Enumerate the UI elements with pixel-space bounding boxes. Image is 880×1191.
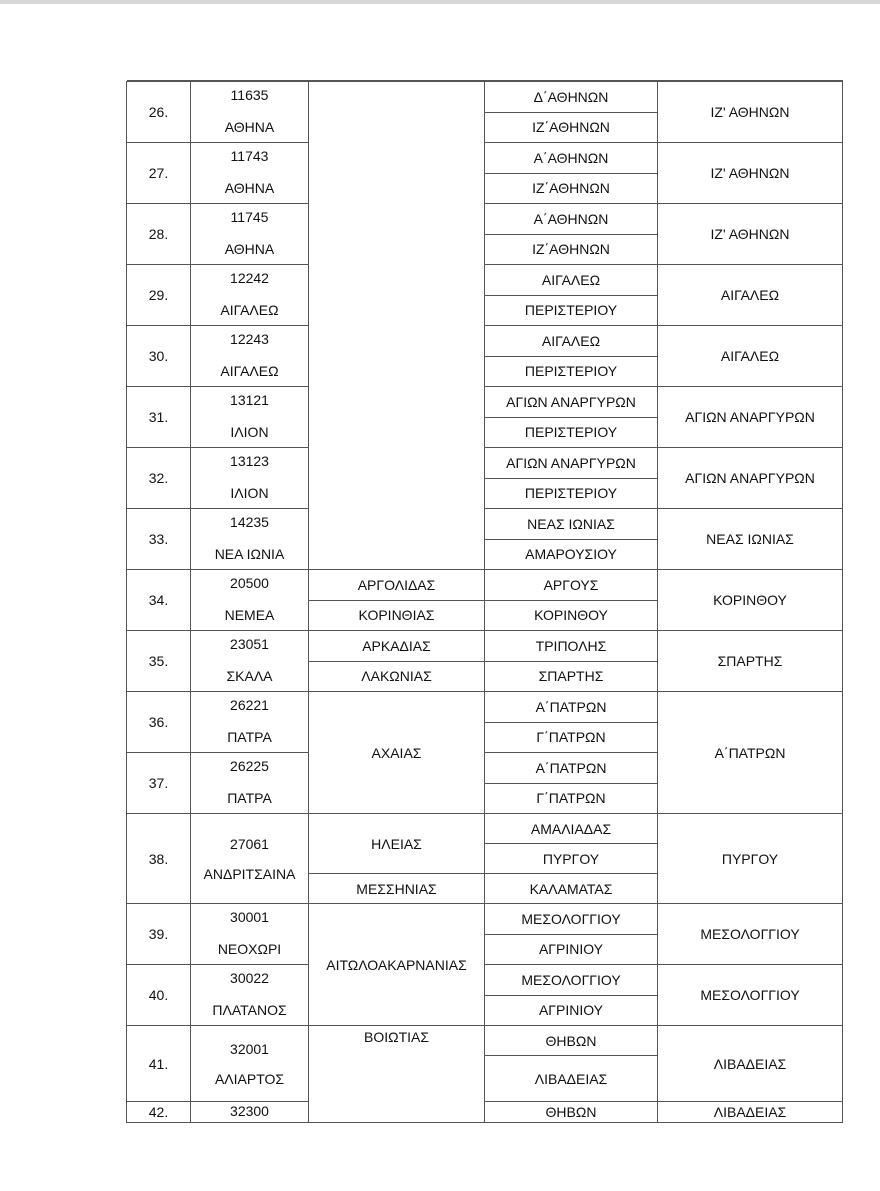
- postal-code-cell: [191, 1102, 309, 1123]
- prefecture-cell-empty: [309, 82, 485, 570]
- court-cell: ΠΕΡΙΣΤΕΡΙΟΥ: [485, 295, 658, 326]
- postal-code: 26225: [230, 758, 269, 774]
- court-cell: ΑΙΓΑΛΕΩ: [485, 265, 658, 296]
- court-cell: Γ΄ΠΑΤΡΩΝ: [485, 783, 658, 814]
- court-cell: ΜΕΣΟΛΟΓΓΙΟΥ: [485, 904, 658, 935]
- town-name: ΑΛΙΑΡΤΟΣ: [214, 1070, 285, 1087]
- town-name: ΑΘΗΝΑ: [224, 119, 275, 135]
- office-cell: ΙΖ' ΑΘΗΝΩΝ: [658, 143, 843, 204]
- postal-code: 30022: [230, 970, 269, 986]
- row-number: 26.: [127, 82, 191, 143]
- postal-code-cell: [191, 965, 309, 1026]
- court-cell: ΑΙΓΑΛΕΩ: [485, 326, 658, 357]
- postal-code: 23051: [230, 636, 269, 652]
- court-cell: ΠΕΡΙΣΤΕΡΙΟΥ: [485, 356, 658, 387]
- office-cell: ΛΙΒΑΔΕΙΑΣ: [658, 1102, 843, 1123]
- postal-code-cell: [191, 204, 309, 265]
- table-row: [127, 631, 843, 662]
- postal-code: 12242: [230, 270, 269, 286]
- town-name: ΑΘΗΝΑ: [224, 180, 275, 196]
- postal-code-cell: [191, 753, 309, 814]
- row-number: 29.: [127, 265, 191, 326]
- office-cell: ΜΕΣΟΛΟΓΓΙΟΥ: [658, 904, 843, 965]
- table-row: [127, 204, 843, 235]
- postal-code: 32001: [230, 1040, 269, 1057]
- row-number: 30.: [127, 326, 191, 387]
- court-cell: Α΄ΠΑΤΡΩΝ: [485, 692, 658, 723]
- postal-code: 11745: [230, 209, 269, 225]
- town-name: ΙΛΙΟΝ: [230, 485, 269, 501]
- table-row: [127, 326, 843, 357]
- table-row: [127, 509, 843, 540]
- court-cell: ΘΗΒΩΝ: [485, 1026, 658, 1056]
- row-number: 41.: [127, 1026, 191, 1102]
- postal-code: 14235: [230, 514, 269, 530]
- postal-code-cell: [191, 904, 309, 965]
- office-cell: ΜΕΣΟΛΟΓΓΙΟΥ: [658, 965, 843, 1026]
- row-number: 35.: [127, 631, 191, 692]
- court-cell: ΠΥΡΓΟΥ: [485, 844, 658, 874]
- viewer-top-border: [0, 0, 880, 4]
- office-cell: ΑΓΙΩΝ ΑΝΑΡΓΥΡΩΝ: [658, 448, 843, 509]
- court-cell: ΝΕΑΣ ΙΩΝΙΑΣ: [485, 509, 658, 540]
- office-cell: ΝΕΑΣ ΙΩΝΙΑΣ: [658, 509, 843, 570]
- town-name: ΑΙΓΑΛΕΩ: [220, 363, 279, 379]
- postal-code-cell: [191, 570, 309, 631]
- row-number: 39.: [127, 904, 191, 965]
- row-number: 40.: [127, 965, 191, 1026]
- postal-code-cell: [191, 265, 309, 326]
- town-name: ΝΕΑ ΙΩΝΙΑ: [214, 546, 285, 562]
- court-cell: ΠΕΡΙΣΤΕΡΙΟΥ: [485, 417, 658, 448]
- town-name: ΑΘΗΝΑ: [224, 241, 275, 257]
- court-cell: ΘΗΒΩΝ: [485, 1102, 658, 1123]
- court-cell: Α΄ΑΘΗΝΩΝ: [485, 143, 658, 174]
- prefecture-cell: ΑΙΤΩΛΟΑΚΑΡΝΑΝΙΑΣ: [309, 904, 485, 1026]
- postal-code-cell: [191, 143, 309, 204]
- office-cell: ΚΟΡΙΝΘΟΥ: [658, 570, 843, 631]
- postal-code-cell: [191, 509, 309, 570]
- court-cell: ΙΖ΄ΑΘΗΝΩΝ: [485, 173, 658, 204]
- table-row: [127, 82, 843, 113]
- court-cell: ΚΑΛΑΜΑΤΑΣ: [485, 874, 658, 904]
- prefecture-cell: ΚΟΡΙΝΘΙΑΣ: [309, 600, 485, 631]
- table-row: [127, 143, 843, 174]
- row-number: 34.: [127, 570, 191, 631]
- prefecture-cell: ΜΕΣΣΗΝΙΑΣ: [309, 874, 485, 904]
- table-row: [127, 965, 843, 996]
- court-cell: ΑΜΑΛΙΑΔΑΣ: [485, 814, 658, 844]
- office-cell: ΛΙΒΑΔΕΙΑΣ: [658, 1026, 843, 1102]
- town-name: ΣΚΑΛΑ: [226, 668, 273, 684]
- postal-code: 11743: [230, 148, 269, 164]
- postal-code-cell: [191, 1026, 309, 1102]
- town-name: ΠΑΤΡΑ: [227, 729, 272, 745]
- court-cell: ΣΠΑΡΤΗΣ: [485, 661, 658, 692]
- town-name: ΑΝΔΡΙΤΣΑΙΝΑ: [203, 865, 296, 882]
- office-cell: ΠΥΡΓΟΥ: [658, 814, 843, 904]
- court-cell: Δ΄ΑΘΗΝΩΝ: [485, 82, 658, 113]
- town-name: ΑΙΓΑΛΕΩ: [220, 302, 279, 318]
- court-cell: Α΄ΑΘΗΝΩΝ: [485, 204, 658, 235]
- row-number: 42.: [127, 1102, 191, 1123]
- office-cell: ΑΙΓΑΛΕΩ: [658, 265, 843, 326]
- postal-code: 13123: [230, 453, 269, 469]
- postal-code-cell: [191, 82, 309, 143]
- court-cell: Γ΄ΠΑΤΡΩΝ: [485, 722, 658, 753]
- postal-code-cell: [191, 387, 309, 448]
- court-cell: ΙΖ΄ΑΘΗΝΩΝ: [485, 112, 658, 143]
- row-number: 28.: [127, 204, 191, 265]
- court-cell: ΛΙΒΑΔΕΙΑΣ: [485, 1056, 658, 1102]
- prefecture-cell: ΑΡΚΑΔΙΑΣ: [309, 631, 485, 662]
- court-cell: ΑΜΑΡΟΥΣΙΟΥ: [485, 539, 658, 570]
- court-cell: ΑΓΙΩΝ ΑΝΑΡΓΥΡΩΝ: [485, 448, 658, 479]
- table-row: [127, 387, 843, 418]
- court-cell: Α΄ΠΑΤΡΩΝ: [485, 753, 658, 784]
- court-cell: ΑΡΓΟΥΣ: [485, 570, 658, 601]
- postal-code: 30001: [230, 909, 269, 925]
- postal-code: 20500: [230, 575, 269, 591]
- table-row: [127, 1102, 843, 1123]
- court-cell: ΙΖ΄ΑΘΗΝΩΝ: [485, 234, 658, 265]
- town-name: ΙΛΙΟΝ: [230, 424, 269, 440]
- row-number: 37.: [127, 753, 191, 814]
- table-row: [127, 570, 843, 601]
- court-cell: ΑΓΙΩΝ ΑΝΑΡΓΥΡΩΝ: [485, 387, 658, 418]
- postal-code: 32300: [230, 1103, 269, 1119]
- court-cell: ΜΕΣΟΛΟΓΓΙΟΥ: [485, 965, 658, 996]
- table-row: [127, 265, 843, 296]
- town-name: ΠΑΤΡΑ: [227, 790, 272, 806]
- row-number: 27.: [127, 143, 191, 204]
- postal-code-cell: [191, 326, 309, 387]
- table-row: [127, 692, 843, 723]
- row-number: 32.: [127, 448, 191, 509]
- row-number: 33.: [127, 509, 191, 570]
- row-number: 38.: [127, 814, 191, 904]
- postal-code: 13121: [230, 392, 269, 408]
- postal-code-cell: [191, 448, 309, 509]
- prefecture-cell: ΑΧΑΙΑΣ: [309, 692, 485, 814]
- office-cell: ΣΠΑΡΤΗΣ: [658, 631, 843, 692]
- row-number: 31.: [127, 387, 191, 448]
- postal-code: 26221: [230, 697, 269, 713]
- court-cell: ΑΓΡΙΝΙΟΥ: [485, 995, 658, 1026]
- office-cell: ΑΙΓΑΛΕΩ: [658, 326, 843, 387]
- court-cell: ΠΕΡΙΣΤΕΡΙΟΥ: [485, 478, 658, 509]
- postal-code: 27061: [230, 835, 269, 852]
- row-number: 36.: [127, 692, 191, 753]
- office-cell: ΙΖ' ΑΘΗΝΩΝ: [658, 204, 843, 265]
- prefecture-cell: ΒΟΙΩΤΙΑΣ: [309, 1026, 485, 1123]
- table-row: [127, 1026, 843, 1056]
- prefecture-cell: ΛΑΚΩΝΙΑΣ: [309, 661, 485, 692]
- court-cell: ΤΡΙΠΟΛΗΣ: [485, 631, 658, 662]
- town-name: ΝΕΜΕΑ: [224, 607, 275, 623]
- table-row: [127, 904, 843, 935]
- office-cell: ΑΓΙΩΝ ΑΝΑΡΓΥΡΩΝ: [658, 387, 843, 448]
- town-name: ΝΕΟΧΩΡΙ: [217, 941, 282, 957]
- postal-code-cell: [191, 692, 309, 753]
- court-cell: ΚΟΡΙΝΘΟΥ: [485, 600, 658, 631]
- office-cell: ΙΖ' ΑΘΗΝΩΝ: [658, 82, 843, 143]
- office-cell: Α΄ΠΑΤΡΩΝ: [658, 692, 843, 814]
- table-row: [127, 814, 843, 844]
- postal-code: 11635: [230, 87, 269, 103]
- postal-code-cell: [191, 814, 309, 904]
- prefecture-cell: ΑΡΓΟΛΙΔΑΣ: [309, 570, 485, 601]
- court-cell: ΑΓΡΙΝΙΟΥ: [485, 934, 658, 965]
- postal-code-cell: [191, 631, 309, 692]
- postal-codes-table: [126, 80, 843, 1123]
- prefecture-cell: ΗΛΕΙΑΣ: [309, 814, 485, 874]
- town-name: ΠΛΑΤΑΝΟΣ: [212, 1002, 287, 1018]
- table-row: [127, 448, 843, 479]
- postal-code: 12243: [230, 331, 269, 347]
